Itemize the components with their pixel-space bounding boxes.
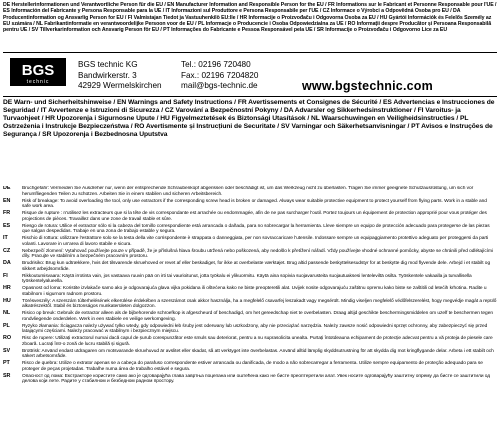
warning-entry-ro <box>3 336 497 348</box>
warnings-title-part: SV Varningar och Säkerhetsanvisningar / <box>280 123 412 131</box>
warning-entry-sr <box>3 374 497 386</box>
warning-entry-hu <box>3 299 497 311</box>
manufacturer-info-header <box>3 2 497 33</box>
warnings-title-part: FR Avertissements et Consignes de Sécurité / <box>237 99 383 106</box>
header-language-item: DE Herstellerinformationen und Verantwortliche Person für die EU / <box>3 2 168 8</box>
warnings-title-part: CZ Varování a Bezpečnostní Pokyny / <box>164 107 284 115</box>
language-code: PT <box>3 360 10 366</box>
warnings-title-part: PL Ostrzeżenia i Instrukcje Bezpieczeństwa / <box>3 115 469 131</box>
warning-entry-nl <box>3 311 497 323</box>
warning-text: Törésveszély: A szerszám túlterhelésének elkerülése érdekében a szerszámot csak akkor használja, ha a megfelelő csavarfej leszakadt vagy megsérült. Mindig viseljen megfelelő védőfelszerelést, hogy megvédje magát a repülő alkatrészektől. Stabil és biztonságos munkaterületen dolgozzon. <box>22 298 497 310</box>
warning-entry-pl <box>3 324 497 336</box>
warnings-title-part: NL Waarschuwingen en Veiligheidsinstructies / <box>311 115 460 123</box>
header-language-item: ES Información del Fabricante y Persona Responsable para la UE / <box>3 8 166 15</box>
warning-text: Nebezpečí zlomení: Vytahovač používejte pouze v případě, že je příslušná hlava šroubu utržená nebo poškozená, aby nedošlo k přetížení nářadí. Vždy používejte vhodné ochranné pomůcky, abyste se chránili před odlétajícími díly. Pracujte ve stabilním a bezpečném pracovním prostoru. <box>22 248 493 260</box>
warning-text: Bruchgefahr: Vermeiden Sie Ausdreher nur, wenn der entsprechende Schraubenkopf abgerissen oder beschädigt ist, um das Werkzeug nicht zu überlasten. Tragen Sie immer geeignete Schutzausrüstung, um sich vor herumfliegenden Teilen zu schützen. Arbeiten Sie in einem stabilen und sicheren Arbeitsbereich. <box>22 186 474 197</box>
warning-text: Opasnost od loma: Koristite izvlakače samo ako je odgovarajuća glava vijka pokidana ili oštećena kako ne biste preopteretili alat. Uvijek nosite odgovarajuću zaštitnu opremu kako biste se zaštitili od letećih krhotina. Radite u stabilnom i sigurnom radnom prostoru. <box>22 286 487 297</box>
warnings-title-part: EN Warnings and Safety Instructions / <box>116 99 238 106</box>
warnings-title-part: SR Upozorenja i Bezbednosna Uputstva <box>42 131 168 139</box>
warnings-title-part: HU Figyelmeztetések és Biztonsági Utasítások / <box>160 115 311 123</box>
header-language-item: CZ Informace o Výrobci a Odpovědná Osoba pro EU / <box>322 8 454 15</box>
warnings-title-part: FI Varoitus- ja Turvaohjeet / <box>3 107 461 123</box>
warning-entry-de <box>3 186 497 198</box>
header-language-item: SV Tillverkarinformation och Ansvarig Person för EU / <box>31 27 164 34</box>
language-code: HU <box>3 297 11 304</box>
warning-text: Rischio di rottura: utilizzare l'estrattore solo se la testa della vite corrispondente è strappata o danneggiata, per non sovraccaricare l'utensile. Indossare sempre un equipaggiamento protettivo adeguato per proteggersi da parti volanti. Lavorare in un'area di lavoro stabile e sicura. <box>22 236 489 247</box>
logo-text: BGS <box>21 62 55 79</box>
header-language-item: IT Informazioni sul Produttore e Persona Responsabile per l'UE / <box>165 8 323 15</box>
header-language-item: FR Informations sur le Fabricant et Personne Responsable pour l'UE / <box>327 2 497 8</box>
language-code: SR <box>3 372 11 379</box>
warning-entry-it <box>3 236 497 248</box>
language-code: IT <box>3 235 8 241</box>
warning-entries <box>3 186 497 443</box>
language-code: DA <box>3 260 11 266</box>
language-code: RO <box>3 335 12 341</box>
warning-text: Brottrisk: Använd endast utdragaren om motsvarande skruvhuvud är avslitet eller skadat, så att verktyget inte överbelastas. Använd alltid lämplig skyddsutrustning för att skydda dig mot kringflygande delar. Arbeta i ett stabilt och säkert arbetsområde. <box>22 348 494 360</box>
warnings-title <box>3 99 497 139</box>
warnings-title-part: PT Avisos e Instruções de Segurança / <box>3 123 493 139</box>
warning-text: Risque de rupture : n'utilisez les extracteurs que si la tête de vis correspondante est arrachée ou endommagée, afin de ne pas surcharger l'outil. Portez toujours un équipement de protection approprié pour vous protéger des projections de pièces. Travaillez dans une zone de travail stable et sûre. <box>22 211 487 222</box>
warnings-title-part: DA Advarsler og Sikkerhedsinstruktioner / <box>283 107 418 115</box>
warning-entry-es <box>3 224 497 236</box>
warning-text: Risico op breuk: Gebruik de extractor alleen als de bijbehorende schroefkop is afgescheurd of beschadigd, om het gereedschap niet te overbelasten. Draag altijd geschikte beschermingsmiddelen om uzelf te beschermen tegen rondvliegende onderdelen. Werk in een stabiele en veilige werkomgeving. <box>22 311 493 322</box>
company-block <box>0 54 500 94</box>
divider-top <box>3 52 497 53</box>
warning-entry-fi <box>3 274 497 286</box>
header-language-item: PL Informacje o Producencie i Osoba Odpowiedzialna za UE / <box>197 20 348 27</box>
warning-text: Brudrisiko: Brug kun udtrækkere, hvis det tilsvarende skruehoved er revet af eller beskadiget, for ikke at overbelaste værktøjet. Brug altid passende beskyttelsesudstyr for at beskytte dig mod flyvende dele. Arbejd i et stabilt og sikkert arbejdsområde. <box>22 261 491 272</box>
warning-entry-pt <box>3 361 497 373</box>
language-code: FI <box>3 272 8 279</box>
header-language-item: FI Valmistajan Tiedot ja Vastuuhenkilö EU:lle / <box>127 14 240 21</box>
language-code: HR <box>3 285 11 291</box>
company-contact <box>181 60 258 92</box>
warnings-title-part: IT Avvertenze e Istruzioni di Sicurezza / <box>40 107 165 115</box>
divider-middle <box>3 96 497 97</box>
header-language-item: NL Fabrikantinformatie en verantwoordelijke Persoon voor de EU / <box>36 20 198 27</box>
header-language-item: HU Gyártói Információk és Felelős Személy az EU számára / <box>3 14 492 27</box>
warning-text: Rikkoutumisvaara: Käytä irrotinta vain, jos vastaava ruuvin pää on irti tai vaurioitunut, jotta työkalu ei ylikuormitu. Käytä aina sopivia suojavarusteita suojautuaksesi lenteleviltä osilta. Työskentele vakaalla ja turvallisella työskentelyalueella. <box>22 273 472 285</box>
company-address <box>78 60 162 92</box>
language-code: FR <box>3 210 11 216</box>
company-city: 42929 Wermelskirchen <box>78 81 162 91</box>
company-tel: Tel.: 02196 720480 <box>181 60 251 69</box>
language-code: ES <box>3 222 11 229</box>
warnings-title-part: HR Upozorenja i Sigurnosne Upute / <box>45 115 161 123</box>
header-language-item: EN Manufacturer Information and Responsible Person for the EU / <box>167 2 328 8</box>
warning-text: Risk of breakage: To avoid overloading the tool, only use extractors if the corresponding screw head is broken or damaged. Always wear suitable protective equipment to protect yourself from flying parts. Work in a stable and safe work area. <box>22 198 487 210</box>
warning-text: Riesgo de rotura: Utilice el extractor sólo si la cabeza del tornillo correspondiente está arrancada o dañada, para no sobrecargar la herramienta. Lleve siempre un equipo de protección adecuado para protegerse de las piezas que salgan despedidas. Trabaje en una zona de trabajo estable y segura. <box>22 223 490 235</box>
warning-entry-fr <box>3 211 497 223</box>
language-code: CZ <box>3 247 11 254</box>
warning-text: Ryzyko złamania: Ściągacza należy używać tylko wtedy, gdy odpowiedni łeb śruby jest oderwany lub uszkodzony, aby nie przeciążać narzędzia. Należy zawsze nosić odpowiedni sprzęt ochronny, aby zabezpieczyć się przed latającymi częściami. Należy pracować w stabilnym i bezpiecznym miejscu. <box>22 323 488 335</box>
warning-entry-cz <box>3 249 497 261</box>
language-code: SV <box>3 347 11 354</box>
company-name: BGS technic KG <box>78 60 138 69</box>
header-language-item: PT Informações do Fabricante e Pessoa Responsável pela UE / <box>163 27 317 34</box>
warnings-title-part: RO Avertismente și Instrucțiuni de Securitate / <box>134 123 281 131</box>
warning-entry-en <box>3 199 497 211</box>
warning-entry-sv <box>3 349 497 361</box>
warning-entry-da <box>3 261 497 273</box>
warning-entry-hr <box>3 286 497 298</box>
header-language-item: DA Producentinformation og Ansvarlig Person for EU / <box>3 8 461 21</box>
header-language-item: RO Informații despre Producător și Persoana Responsabilă pentru UE / <box>3 20 492 34</box>
language-code: EN <box>3 197 11 204</box>
language-code: DE <box>3 186 11 191</box>
header-language-item: SR Informacije o Proizvođaču i Odgovorno Lice za EU <box>316 27 448 34</box>
warnings-title-part: DE Warn- und Sicherheitshinweise / <box>3 99 117 106</box>
language-code: NL <box>3 310 11 316</box>
warning-text: Risc de rupere: Utilizați extractorul numai dacă capul de șurub corespunzător este smuls sau deteriorat, pentru a nu suprasolicita unealta. Purtați întotdeauna echipament de protecție adecvat pentru a vă proteja de piesele care zboară. Lucrați într-o zonă de lucru stabilă și sigură. <box>22 336 493 347</box>
company-street: Bandwirkerstr. 3 <box>78 70 137 80</box>
language-code: PL <box>3 322 10 329</box>
header-language-item: HR Informacije o Proizvođaču i Odgovorna Osoba za EU / <box>239 14 380 21</box>
company-fax: Fax.: 02196 7204820 <box>181 70 259 80</box>
logo-subtext: technic <box>26 79 50 85</box>
warning-text: Опасност од лома: Екстракторе користите само ако је одговарајућа глава завртња поцепана или оштећена како не бисте преоптеретили алат. Увек носите одговарајућу заштитну опрему да бисте се заштитили од делова који лете. Радите у стабилном и безбедном радном простору. <box>22 373 491 385</box>
warnings-title-part: ES Advertencias e Instrucciones de Seguridad / <box>3 99 495 115</box>
warning-text: Risco de quebra: Utilize o extrator apenas se a cabeça do parafuso correspondente estiver arrancada ou danificada, de modo a não sobrecarregar a ferramenta. Utilize sempre equipamento de proteção adequado para se proteger de peças projetadas. Trabalhe numa área de trabalho estável e segura. <box>22 361 483 372</box>
bgs-logo <box>10 58 66 86</box>
company-website-link[interactable]: www.bgstechnic.com <box>302 79 433 93</box>
company-mail[interactable]: mail@bgs-technic.de <box>181 81 258 91</box>
